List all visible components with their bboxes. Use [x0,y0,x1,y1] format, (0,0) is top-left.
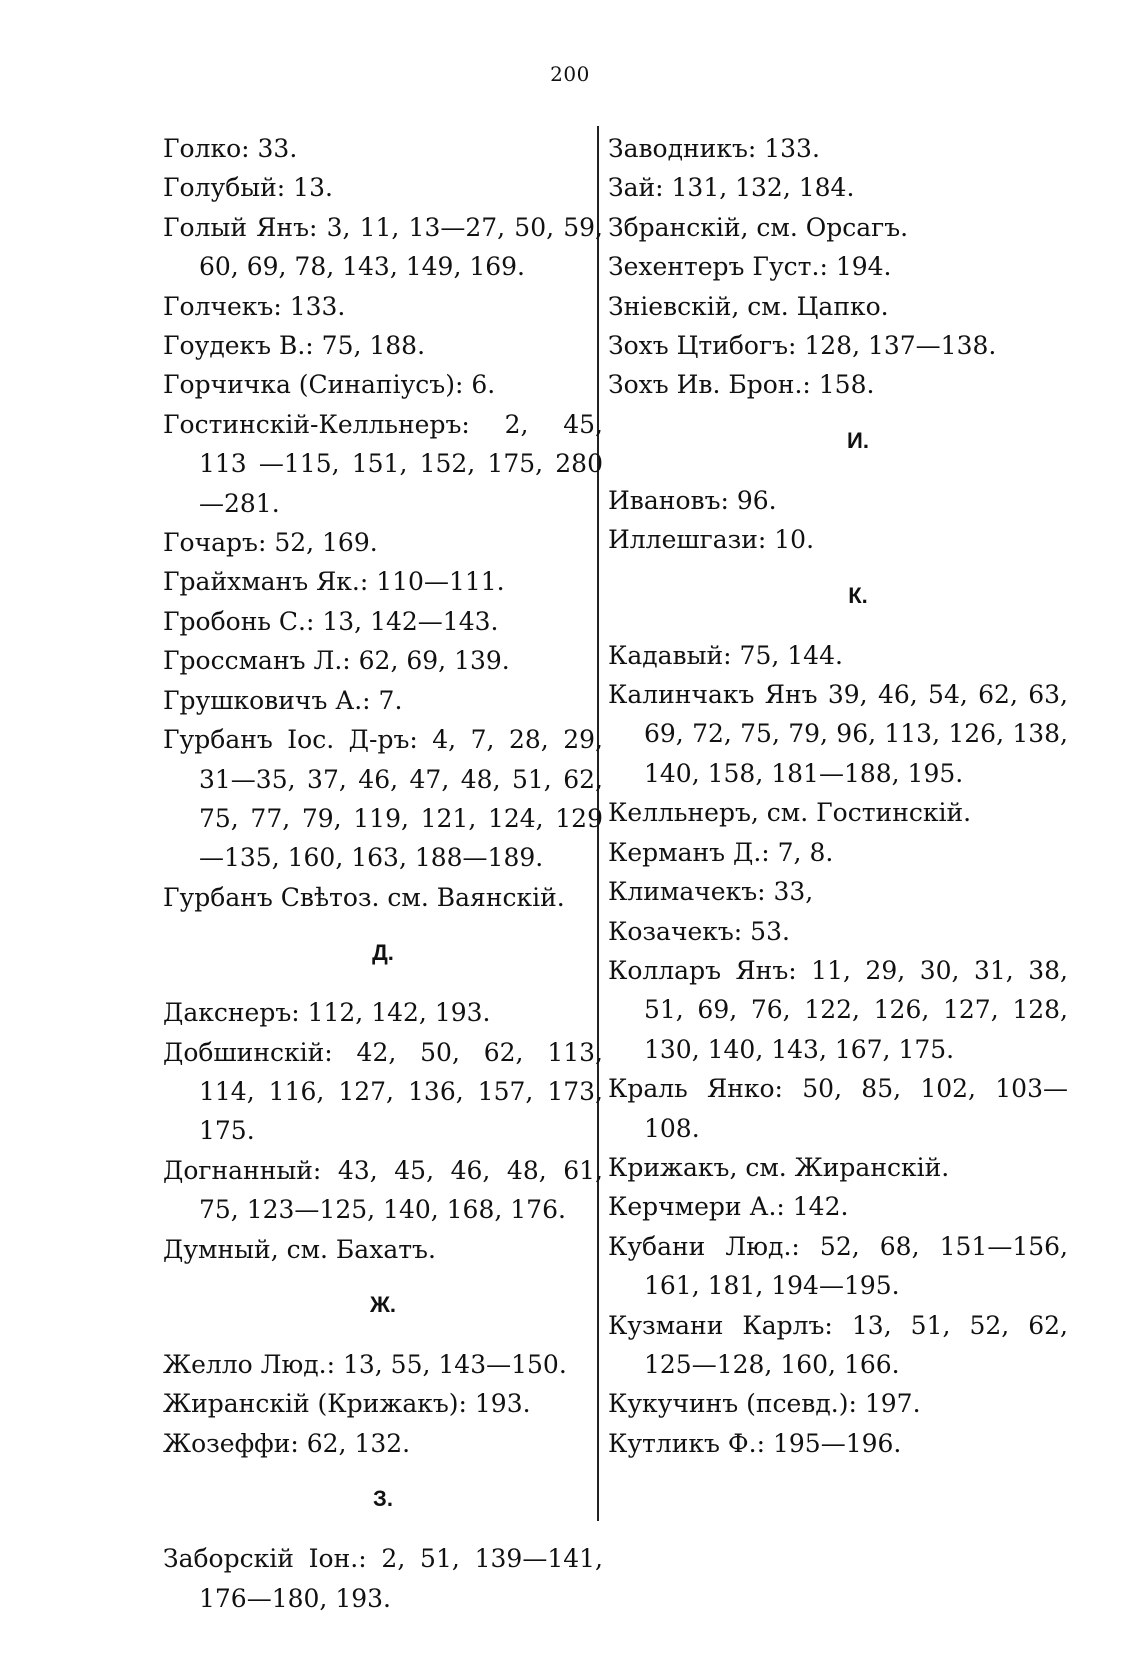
index-entry: Догнанный: 43, 45, 46, 48, 61, 75, 123—125, 140, 168, 176. [163,1155,603,1225]
right-column [608,129,1068,1463]
index-entry: Краль Янко: 50, 85, 102, 103— 108. [608,1074,1068,1143]
index-entry: Гостинскій-Келльнеръ: 2, 45, 113 —115, 151, 152, 175, 280—281. [163,409,603,518]
index-entry: Заводникъ: 133. [608,134,820,163]
index-entry: Кузмани Карлъ: 13, 51, 52, 62, 125—128, 160, 166. [608,1310,1068,1379]
index-entry: Гробонь С.: 13, 142—143. [163,606,499,636]
index-entry: Гурбанъ Свѣтоз. см. Ваянскій. [163,882,565,912]
index-entry: Зніевскій, см. Цапко. [608,291,889,321]
index-entry: Заборскій Іон.: 2, 51, 139—141, 176—180, 193. [163,1544,603,1613]
index-entry: Иллешгази: 10. [608,525,815,555]
index-entry: Грайхманъ Як.: 110—111. [163,567,505,597]
index-entry: Грушковичъ А.: 7. [163,685,403,715]
index-entry: Ивановъ: 96. [608,485,777,515]
section-heading: Ж. [370,1291,396,1317]
section-heading: З. [373,1486,393,1512]
section-heading: Д. [372,940,394,966]
index-entry: Жиранскій (Крижакъ): 193. [163,1389,531,1419]
index-entry: Гоудекъ В.: 75, 188. [163,331,426,361]
page-number: 200 [550,62,590,86]
index-entry: Зехентеръ Густ.: 194. [608,252,892,282]
index-entry: Збранскій, см. Орсагъ. [608,212,909,242]
section-heading: К. [848,582,868,608]
index-entry: Кубани Люд.: 52, 68, 151—156, 161, 181, 194—195. [608,1231,1068,1301]
index-entry: Калинчакъ Янъ 39, 46, 54, 62, 63, 69, 72, 75, 79, 96, 113, 126, 138, 140, 158, 181—188, 195. [608,680,1068,788]
index-entry: Горчичка (Синапіусъ): 6. [163,370,496,400]
index-entry: Климачекъ: 33, [608,877,814,907]
index-entry: Зохъ Цтибогъ: 128, 137—138. [608,331,997,361]
index-entry: Крижакъ, см. Жиранскій. [608,1152,950,1182]
index-entry: Гочаръ: 52, 169. [163,528,378,558]
index-entry: Кадавый: 75, 144. [608,640,843,670]
index-entry: Келльнеръ, см. Гостинскій. [608,798,972,828]
index-entry: Гроссманъ Л.: 62, 69, 139. [163,646,510,676]
index-entry: Голчекъ: 133. [163,291,346,321]
index-entry: Зай: 131, 132, 184. [608,173,855,203]
section-heading: И. [847,427,869,453]
left-column [163,129,603,1618]
index-entry: Зохъ Ив. Брон.: 158. [608,370,875,400]
index-entry: Голый Янъ: 3, 11, 13—27, 50, 59, 60, 69, 78, 143, 149, 169. [163,212,603,282]
index-entry: Козачекъ: 53. [608,916,790,946]
index-entry: Колларъ Янъ: 11, 29, 30, 31, 38, 51, 69, 76, 122, 126, 127, 128, 130, 140, 143, 167, 175. [608,955,1068,1064]
index-entry: Жозеффи: 62, 132. [163,1428,411,1458]
index-entry: Керманъ Д.: 7, 8. [608,837,834,867]
index-entry: Кутликъ Ф.: 195—196. [608,1428,902,1458]
index-entry: Кукучинъ (псевд.): 197. [608,1389,921,1419]
index-entry: Думный, см. Бахатъ. [163,1234,436,1264]
index-entry: Желло Люд.: 13, 55, 143—150. [163,1349,567,1379]
index-entry: Дакснеръ: 112, 142, 193. [163,998,491,1028]
index-entry: Гурбанъ Іос. Д-ръ: 4, 7, 28, 29, 31—35, 37, 46, 47, 48, 51, 62, 75, 77, 79, 119, 121, 124, 129 —135, 160, 163, 188—189. [163,725,603,873]
index-entry: Голубый: 13. [163,173,333,203]
index-entry: Керчмери А.: 142. [608,1192,849,1222]
index-entry: Голко: 33. [163,134,298,163]
index-entry: Добшинскій: 42, 50, 62, 113, 114, 116, 127, 136, 157, 173, 175. [163,1037,603,1146]
